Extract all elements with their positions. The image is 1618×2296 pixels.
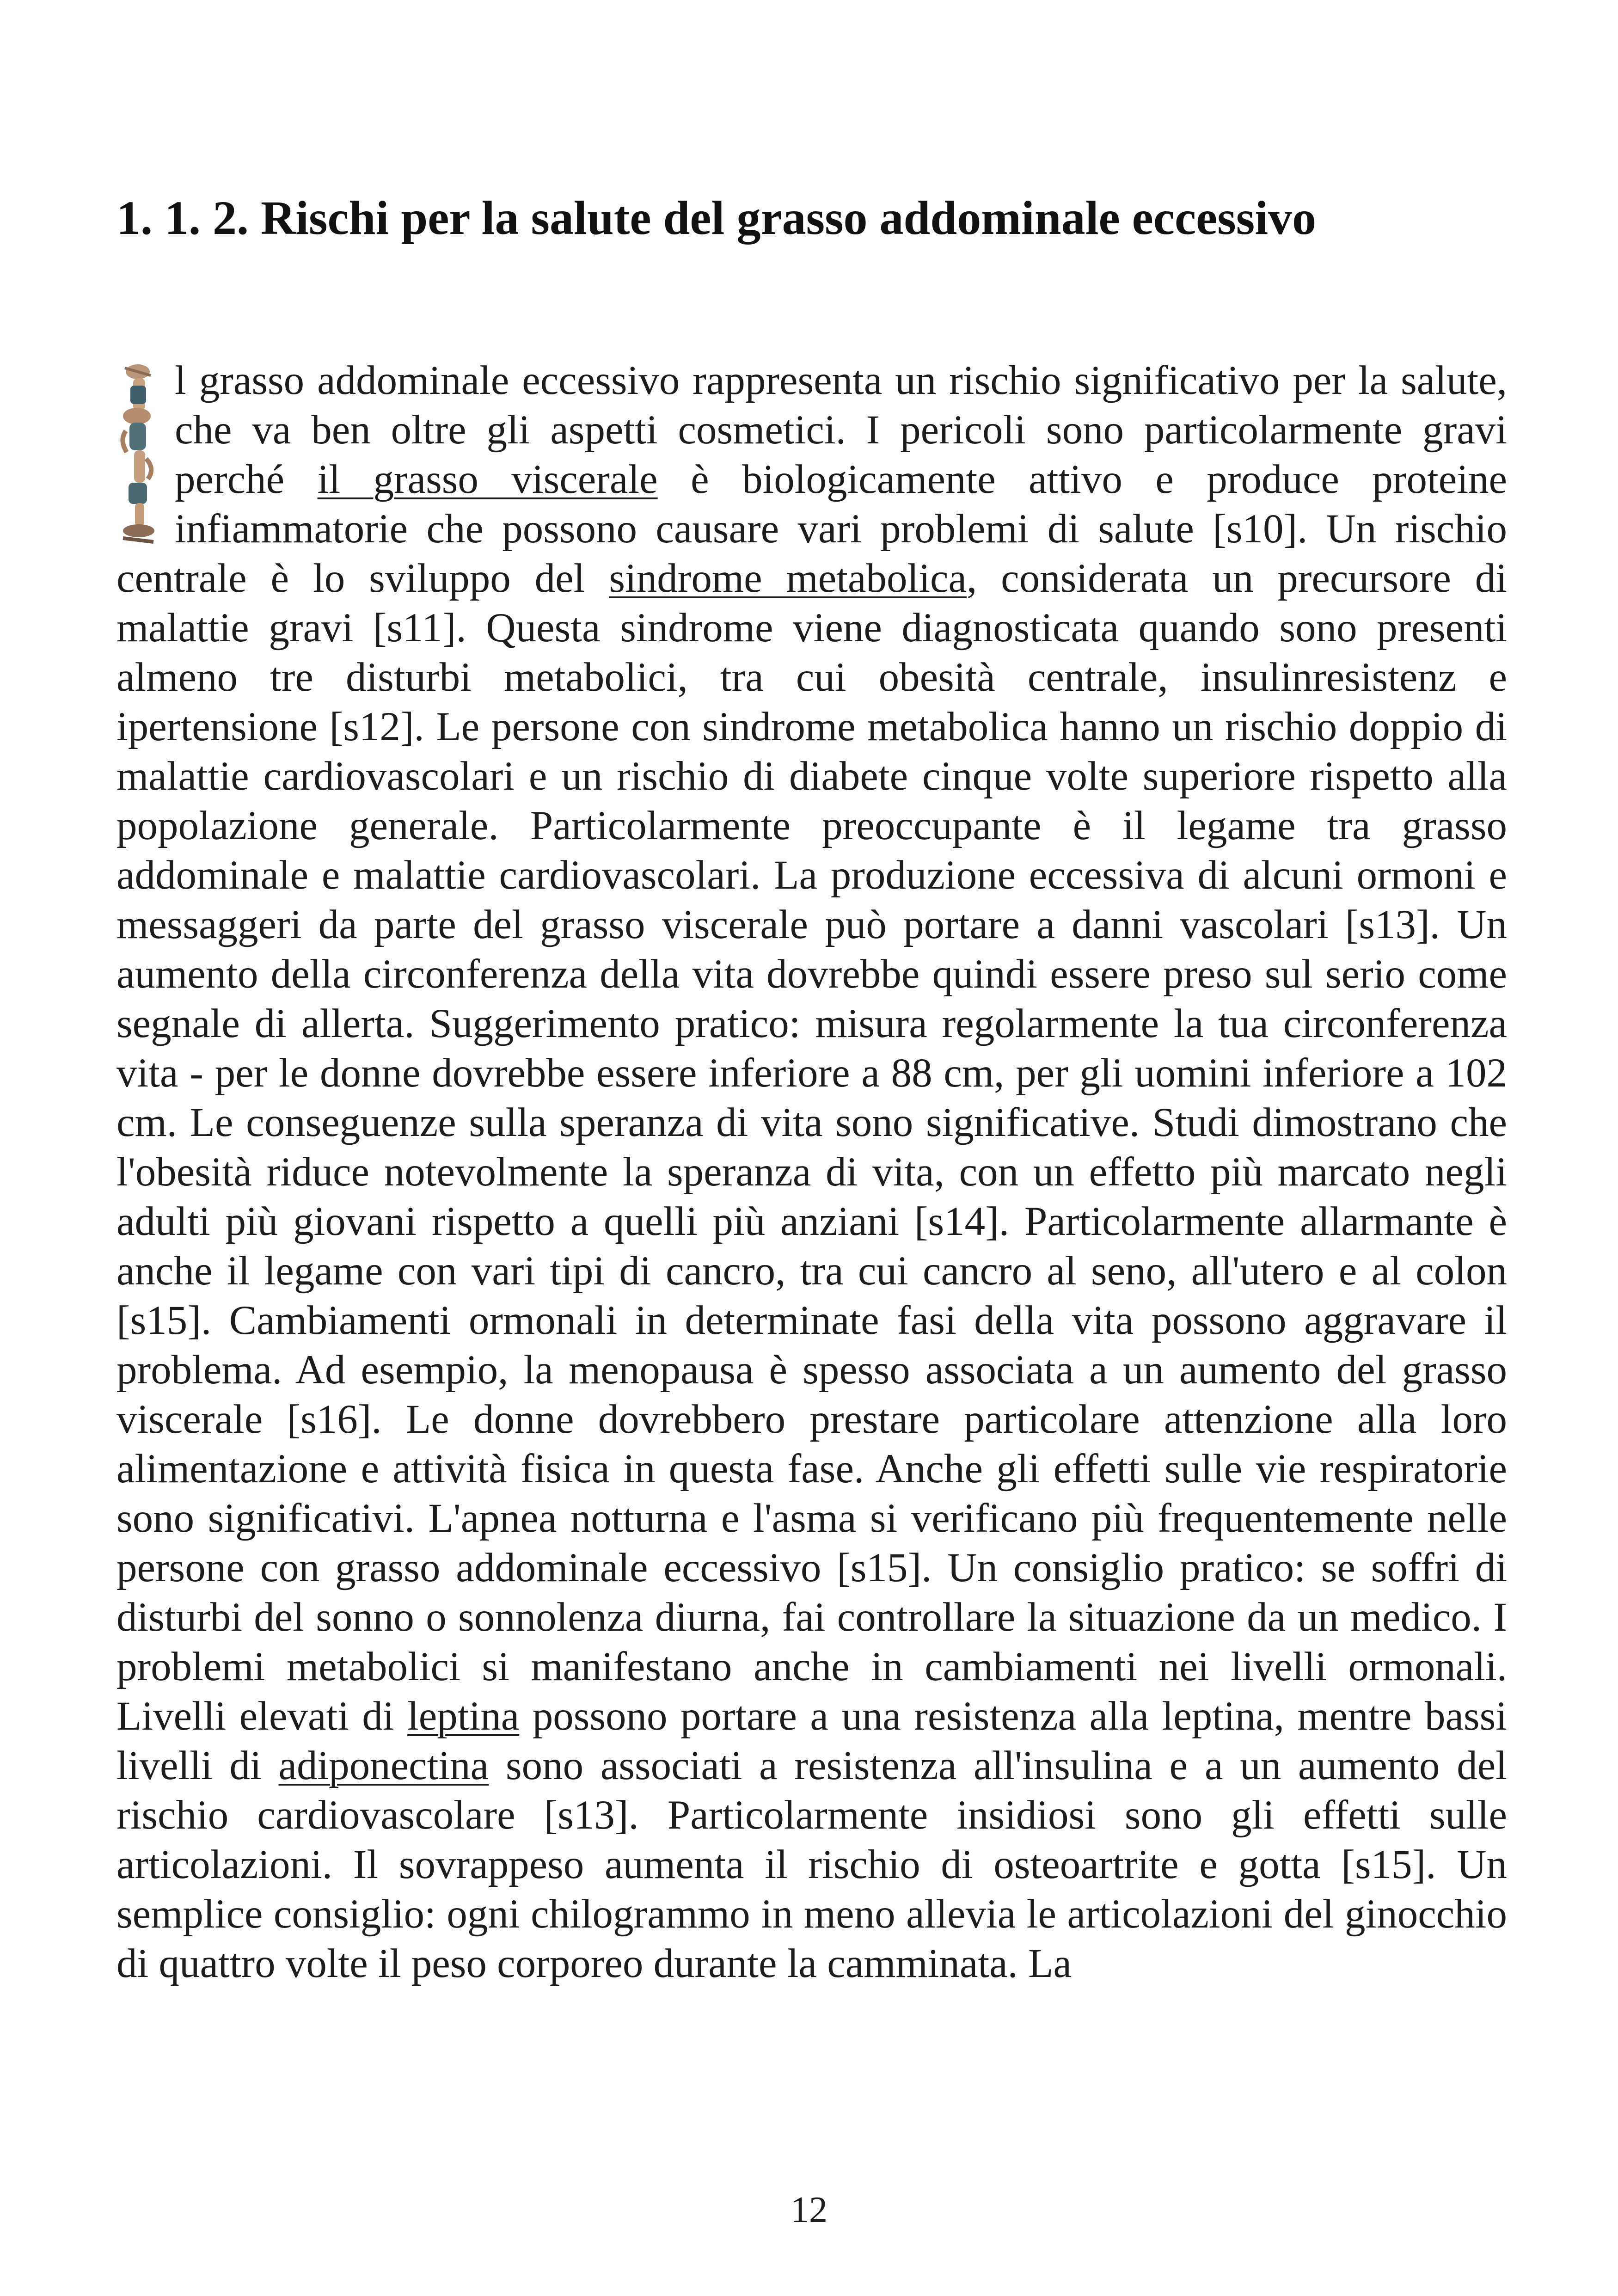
dropcap-figure-letter-i <box>116 362 159 546</box>
paragraph-segment: possono portare a una resistenza alla leptina, mentre bassi livelli di <box>116 1694 1507 1788</box>
paragraph-segment: sono associati a resistenza all'insulina e a un aumento del rischio cardiovascolare [s13]. Particolarmente insidiosi sono gli effetti sulle articolazioni. Il sovrappeso aumenta il rischio di osteoartrite e gotta [s15]. Un semplice consiglio: ogni chilogrammo in meno allevia le articolazioni del ginocchio di quattro volte il peso corporeo durante la camminata. La <box>116 1743 1507 1986</box>
body-paragraph <box>116 356 1507 1989</box>
term-link-grasso-viscerale[interactable]: il grasso viscerale <box>317 457 658 502</box>
paragraph-segment: è biologicamente attivo e produce proteine infiammatorie che possono causare vari problemi di salute [s10]. Un rischio centrale è lo sviluppo del <box>116 457 1507 601</box>
term-link-sindrome-metabolica[interactable]: sindrome metabolica <box>609 556 967 601</box>
paragraph-segment: l grasso addominale eccessivo rappresenta un rischio significativo per la salute, che va ben oltre gli aspetti cosmetici. I pericoli sono particolarmente gravi perché <box>175 358 1507 502</box>
term-link-adiponectina[interactable]: adiponectina <box>278 1743 489 1788</box>
page-number: 12 <box>791 2190 827 2230</box>
term-link-leptina[interactable]: leptina <box>407 1694 520 1739</box>
section-heading: 1. 1. 2. Rischi per la salute del grasso addominale eccessivo <box>116 191 1317 245</box>
paragraph-segment: , considerata un precursore di malattie gravi [s11]. Questa sindrome viene diagnosticata quando sono presenti almeno tre disturbi metabolici, tra cui obesità centrale, insulinresistenz e ipertensione [s12]. Le persone con sindrome metabolica hanno un rischio doppio di malattie cardiovascolari e un rischio di diabete cinque volte superiore rispetto alla popolazione generale. Particolarmente preoccupante è il legame tra grasso addominale e malattie cardiovascolari. La produzione eccessiva di alcuni ormoni e messaggeri da parte del grasso viscerale può portare a danni vascolari [s13]. Un aumento della circonferenza della vita dovrebbe quindi essere preso sul serio come segnale di allerta. Suggerimento pratico: misura regolarmente la tua circonferenza vita - per le donne dovrebbe essere inferiore a 88 cm, per gli uomini inferiore a 102 cm. Le conseguenze sulla speranza di vita sono significative. Studi dimostrano che l'obesità riduce notevolmente la speranza di vita, con un effetto più marcato negli adulti più giovani rispetto a quelli più anziani [s14]. Particolarmente allarmante è anche il legame con vari tipi di cancro, tra cui cancro al seno, all'utero e al colon [s15]. Cambiamenti ormonali in determinate fasi della vita possono aggravare il problema. Ad esempio, la menopausa è spesso associata a un aumento del grasso viscerale [s16]. Le donne dovrebbero prestare particolare attenzione alla loro alimentazione e attività fisica in questa fase. Anche gli effetti sulle vie respiratorie sono significativi. L'apnea notturna e l'asma si verificano più frequentemente nelle persone con grasso addominale eccessivo [s15]. Un consiglio pratico: se soffri di disturbi del sonno o sonnolenza diurna, fai controllare la situazione da un medico. I problemi metabolici si manifestano anche in cambiamenti nei livelli ormonali. Livelli elevati di <box>116 556 1507 1739</box>
